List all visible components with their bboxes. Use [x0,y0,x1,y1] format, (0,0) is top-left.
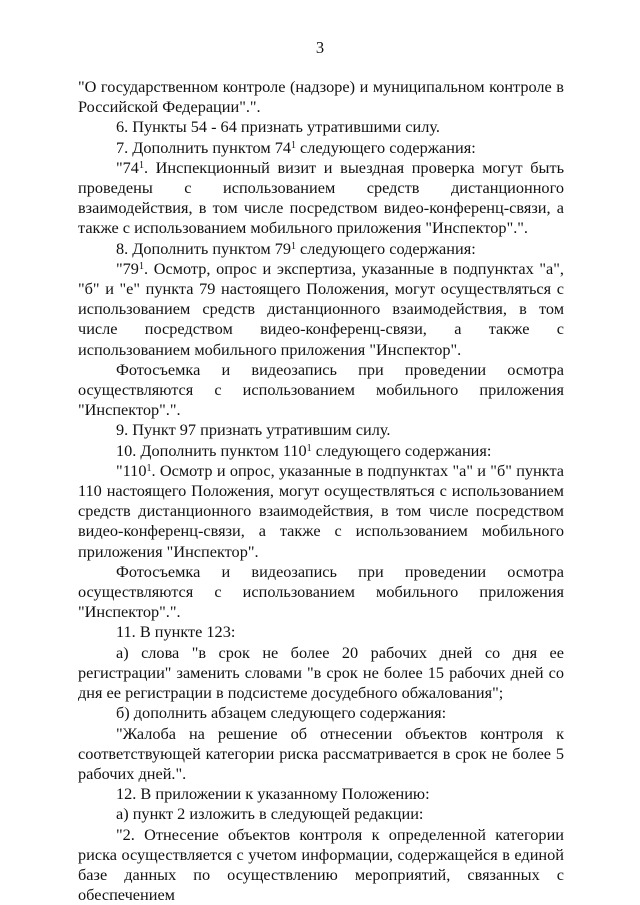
document-body [78,77,564,905]
paragraph: а) слова "в срок не более 20 рабочих дней со дня ее регистрации" заменить словами "в срок не более 15 рабочих дней со дня ее регистрации в подсистеме досудебного обжалования"; [78,642,564,703]
paragraph: "Жалоба на решение об отнесении объектов контроля к соответствующей категории риска рассматривается в срок не более 5 рабочих дней.". [78,723,564,783]
paragraph: а) пункт 2 изложить в следующей редакции: [116,804,424,824]
paragraph: 12. В приложении к указанному Положению: [116,784,430,804]
paragraph: 6. Пункты 54 - 64 признать утратившими силу. [116,117,440,137]
page-number: 3 [315,38,325,57]
paragraph: "$79^1$. Осмотр, опрос и экспертиза, указанные в подпунктах "а", "б" и "е" пункта 79 настоящего Положения, могут осуществляться с использованием средств дистанционного взаимодействия, в том числе посредством видео-конференц-связи, а также с использованием мобильного приложения "Инспектор". [78,258,564,359]
paragraph: 10. Дополнить пунктом $110^1$ следующего содержания: [116,440,492,460]
paragraph: "$74^1$. Инспекционный визит и выездная проверка могут быть проведены с использованием средств дистанционного взаимодействия, в том числе посредством видео-конференц-связи, а также с использованием мобильного приложения "Инспектор".". [78,157,564,238]
paragraph: 11. В пункте 123: [116,622,236,642]
paragraph: "2. Отнесение объектов контроля к определенной категории риска осуществляется с учетом информации, содержащейся в единой базе данных по осуществлению мероприятий, связанных с обеспечением [78,824,564,905]
paragraph: 8. Дополнить пунктом $79^1$ следующего содержания: [116,238,476,258]
paragraph: Фотосъемка и видеозапись при проведении осмотра осуществляются с использованием мобильного приложения "Инспектор".". [78,561,564,622]
paragraph: "$110^1$. Осмотр и опрос, указанные в подпунктах "а" и "б" пункта 110 настоящего Положения, могут осуществляться с использованием средств дистанционного взаимодействия, в том числе посредством видео-конференц-связи, а также с использованием мобильного приложения "Инспектор". [78,460,564,561]
paragraph: 7. Дополнить пунктом $74^1$ следующего содержания: [116,137,476,157]
paragraph: б) дополнить абзацем следующего содержания: [116,703,447,723]
paragraph: 9. Пункт 97 признать утратившим силу. [116,420,391,440]
paragraph: Фотосъемка и видеозапись при проведении осмотра осуществляются с использованием мобильного приложения "Инспектор".". [78,359,564,420]
paragraph: "О государственном контроле (надзоре) и муниципальном контроле в Российской Федерации".". [78,77,564,117]
